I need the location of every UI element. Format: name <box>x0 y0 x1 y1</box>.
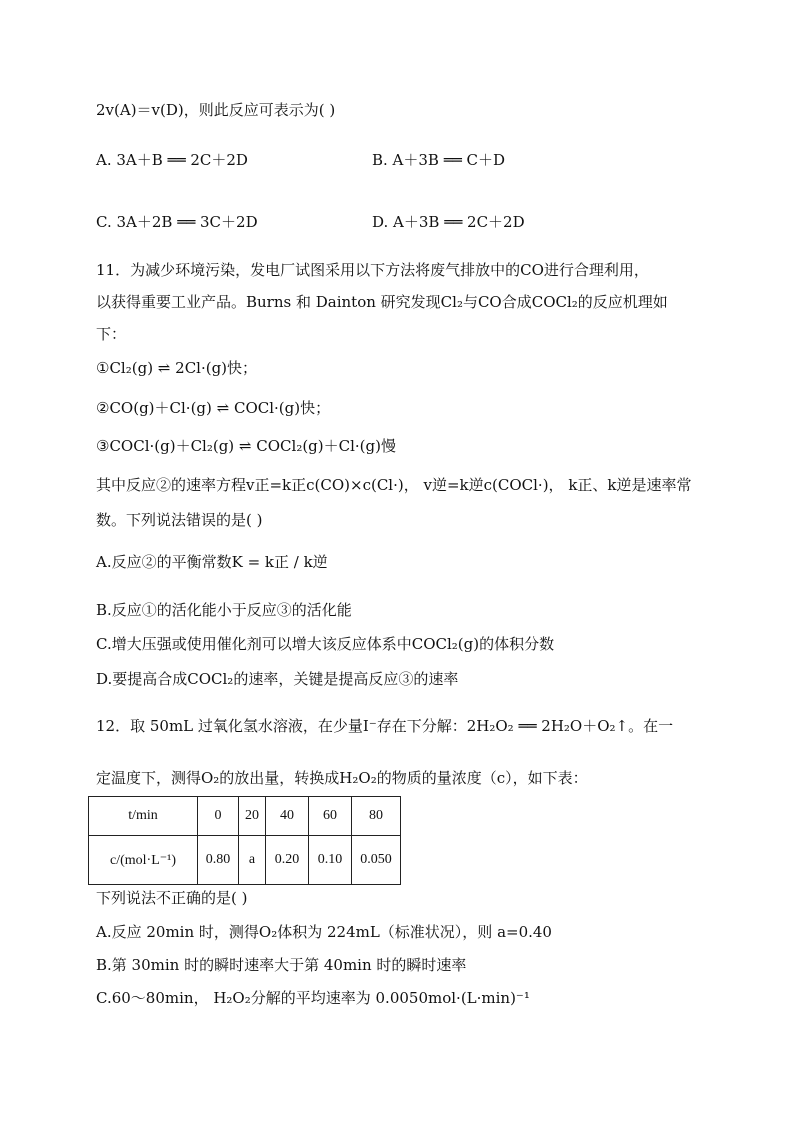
table-cell: 0.050 <box>352 836 401 885</box>
table-cell: 60 <box>309 797 352 836</box>
table-cell: t/min <box>89 797 198 836</box>
table-row <box>89 797 401 836</box>
q11-option-a: A.反应②的平衡常数K = k正 / k逆 <box>96 553 328 571</box>
q10-option-a: A. 3A＋B ══ 2C＋2D <box>96 151 248 169</box>
q10-option-c: C. 3A＋2B ══ 3C＋2D <box>96 213 258 231</box>
q11-option-c: C.增大压强或使用催化剂可以增大该反应体系中COCl₂(g)的体积分数 <box>96 635 555 653</box>
table-cell: 0.20 <box>266 836 309 885</box>
q11-rate-line-1: 其中反应②的速率方程v正=k正c(CO)×c(Cl·)， v逆=k逆c(COCl·)， k正、k逆是速率常 <box>96 476 692 494</box>
q10-option-b: B. A＋3B ══ C＋D <box>372 151 506 169</box>
q11-step-2: ②CO(g)＋Cl·(g) ⇌ COCl·(g)快； <box>96 399 331 417</box>
q12-stem-line-1: 12．取 50mL 过氧化氢水溶液，在少量I⁻存在下分解：2H₂O₂ ══ 2H₂O＋O₂↑。在一 <box>96 717 674 735</box>
q11-stem-line-2: 以获得重要工业产品。Burns 和 Dainton 研究发现Cl₂与CO合成COCl₂的反应机理如 <box>96 293 668 311</box>
q11-rate-line-2: 数。下列说法错误的是( ) <box>96 511 263 529</box>
table-row <box>89 836 401 885</box>
table-cell: 80 <box>352 797 401 836</box>
table-cell: 0 <box>198 797 239 836</box>
q10-tail: 2v(A)＝v(D)，则此反应可表示为( ) <box>96 101 336 119</box>
q12-stem-line-2: 定温度下，测得O₂的放出量，转换成H₂O₂的物质的量浓度（c），如下表： <box>96 769 588 787</box>
q11-option-b: B.反应①的活化能小于反应③的活化能 <box>96 601 352 619</box>
q12-option-a: A.反应 20min 时，测得O₂体积为 224mL（标准状况），则 a=0.40 <box>96 923 552 941</box>
q11-step-1: ①Cl₂(g) ⇌ 2Cl·(g)快； <box>96 359 258 377</box>
q11-stem-line-3: 下： <box>96 325 127 343</box>
q10-option-d: D. A＋3B ══ 2C＋2D <box>372 213 525 231</box>
concentration-table <box>88 796 401 885</box>
q12-option-c: C.60～80min， H₂O₂分解的平均速率为 0.0050mol·(L·min)⁻¹ <box>96 989 530 1007</box>
table-cell: c/(mol·L⁻¹) <box>89 836 198 885</box>
q11-stem-line-1: 11．为减少环境污染，发电厂试图采用以下方法将废气排放中的CO进行合理利用， <box>96 261 649 279</box>
table-cell: 20 <box>239 797 266 836</box>
table-cell: 40 <box>266 797 309 836</box>
q11-step-3: ③COCl·(g)＋Cl₂(g) ⇌ COCl₂(g)＋Cl·(g)慢 <box>96 437 396 455</box>
table-cell: 0.10 <box>309 836 352 885</box>
table-cell: 0.80 <box>198 836 239 885</box>
q12-option-b: B.第 30min 时的瞬时速率大于第 40min 时的瞬时速率 <box>96 956 467 974</box>
q12-question: 下列说法不正确的是( ) <box>96 889 248 907</box>
table-cell: a <box>239 836 266 885</box>
q11-option-d: D.要提高合成COCl₂的速率，关键是提高反应③的速率 <box>96 670 459 688</box>
